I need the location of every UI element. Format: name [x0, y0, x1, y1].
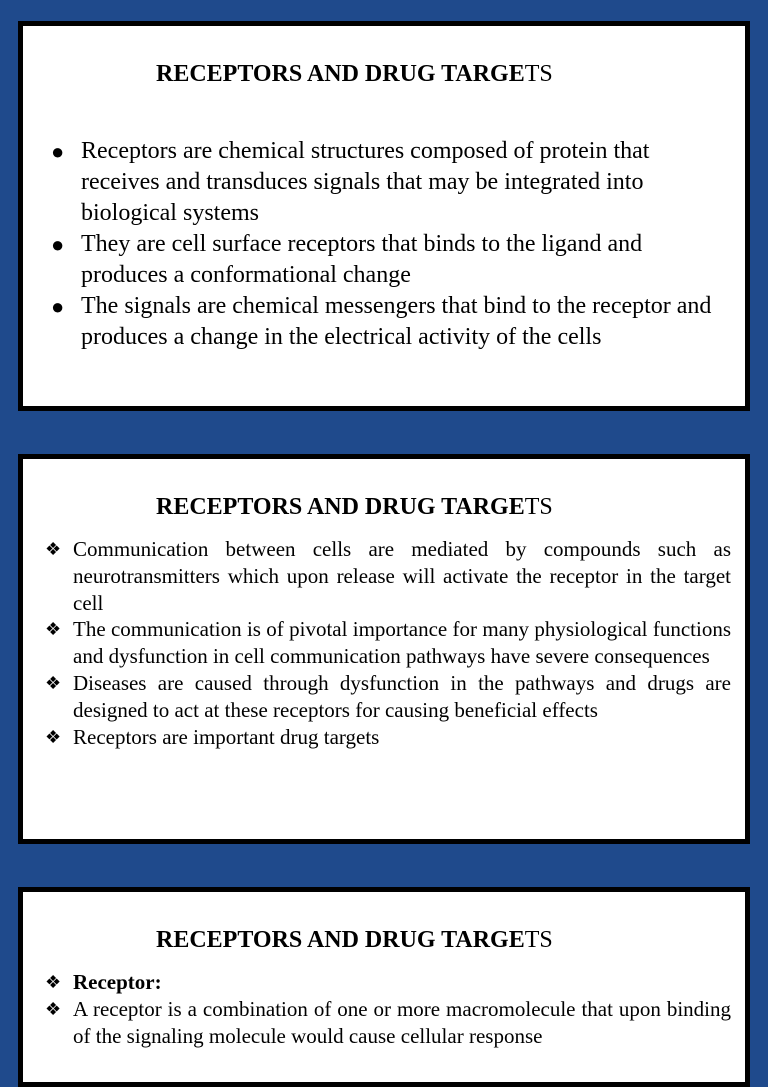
- bullet-list: [51, 136, 725, 353]
- list-item: [51, 136, 725, 229]
- list-item: [45, 724, 731, 751]
- list-item: [45, 536, 731, 616]
- bullet-list: [45, 536, 731, 750]
- diamond-bullet-icon: ❖: [45, 972, 62, 992]
- slide-1: [18, 21, 750, 411]
- list-item: [45, 616, 731, 670]
- bullet-dot-icon: ●: [51, 294, 65, 319]
- list-item-text: Receptors are chemical structures composed of protein that receives and transduces signals that may be integrated into biological systems: [81, 138, 650, 226]
- title-bold-part: RECEPTORS AND DRUG TARGE: [156, 61, 525, 87]
- list-item: [51, 229, 725, 291]
- list-item: [45, 969, 731, 996]
- slide-title: [23, 926, 745, 954]
- list-item-text: They are cell surface receptors that binds to the ligand and produces a conformational change: [81, 231, 643, 288]
- title-bold-part: RECEPTORS AND DRUG TARGE: [156, 494, 525, 520]
- list-item-text: A receptor is a combination of one or more macromolecule that upon binding of the signaling molecule would cause cellular response: [73, 996, 731, 1048]
- list-item: [51, 291, 725, 353]
- slide-title: [23, 60, 745, 88]
- title-regular-part: TS: [524, 927, 553, 953]
- diamond-bullet-icon: ❖: [45, 619, 62, 640]
- diamond-bullet-icon: ❖: [45, 726, 62, 747]
- slide-3: [18, 887, 750, 1087]
- list-item: [45, 996, 731, 1050]
- diamond-bullet-icon: ❖: [45, 672, 62, 693]
- slide-2: [18, 454, 750, 844]
- list-item-text: Receptors are important drug targets: [73, 724, 380, 749]
- title-regular-part: TS: [524, 61, 553, 87]
- list-item-text: The signals are chemical messengers that bind to the receptor and produces a change in the electrical activity of the cells: [81, 293, 712, 350]
- bullet-dot-icon: ●: [51, 139, 65, 164]
- bullet-list: [45, 969, 731, 1049]
- list-item-text: The communication is of pivotal importance for many physiological functions and dysfunction in cell communication pathways have severe consequences: [73, 617, 731, 669]
- title-bold-part: RECEPTORS AND DRUG TARGE: [156, 927, 525, 953]
- list-item: [45, 670, 731, 724]
- diamond-bullet-icon: ❖: [45, 539, 62, 559]
- title-regular-part: TS: [524, 494, 553, 520]
- slide-title: [23, 493, 745, 521]
- list-item-text: Diseases are caused through dysfunction in the pathways and drugs are designed to act at these receptors for causing beneficial effects: [73, 670, 731, 722]
- list-item-text: Receptor:: [73, 970, 162, 994]
- list-item-text: Communication between cells are mediated by compounds such as neurotransmitters which upon release will activate the receptor in the target cell: [73, 537, 731, 615]
- diamond-bullet-icon: ❖: [45, 998, 62, 1019]
- bullet-dot-icon: ●: [51, 232, 65, 257]
